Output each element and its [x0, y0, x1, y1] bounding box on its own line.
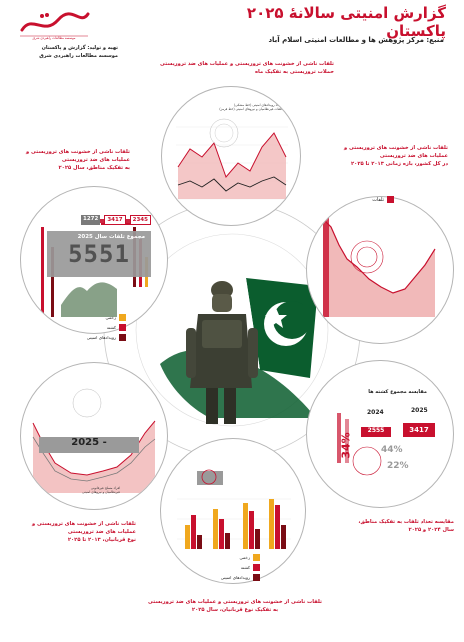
- bottom-caption-line-1: تلفات ناشی از خشونت های تروریستی و عملیات های ضد تروریستی: [148, 599, 322, 605]
- bottom-caption-line-2: به تفکیک نوع قربانیان، سال ۲۰۲۵: [191, 607, 279, 613]
- right-bottom-caption-line-2: سال ۲۰۲۴ و ۲۰۲۵: [408, 527, 454, 533]
- right-top-chart-circle: [306, 196, 454, 344]
- stat-box-1: 1272: [81, 215, 100, 225]
- pct-1: 34%: [339, 432, 353, 459]
- value-a-box: 2555: [361, 427, 391, 437]
- bottom-swatch-killed: [253, 564, 260, 571]
- pct-2: 44%: [381, 445, 403, 455]
- left-bottom-caption-line-1: تلفات ناشی از خشونت های تروریستی و: [31, 521, 136, 527]
- right-top-caption-line-2: عملیات های ضد تروریستی: [379, 153, 448, 159]
- left-top-caption-line-1: تلفات ناشی از خشونت های تروریستی و: [25, 149, 130, 155]
- total-label: مجموع تلفات سال 2025: [77, 234, 145, 240]
- top-legend-1: تعداد رویدادهای امنیتی (خط مشکی): [233, 103, 282, 107]
- right-bottom-chart-circle: [306, 360, 454, 508]
- stat-box-3: 2345: [130, 215, 151, 225]
- bottom-legend-killed: کشته: [200, 564, 260, 571]
- left-top-caption-line-2: عملیات های ضد تروریستی: [61, 157, 130, 163]
- right-top-caption: [330, 144, 448, 168]
- total-value: 5551: [68, 240, 130, 268]
- comparison-decor: [307, 361, 454, 508]
- stat-box-2: 3417: [104, 215, 125, 225]
- left-top-chart-circle: [20, 186, 168, 334]
- left-bottom-caption-line-2: عملیات های ضد تروریستی: [67, 529, 136, 535]
- top-caption-line-2: حملات تروریستی به تفکیک ماه: [254, 69, 334, 75]
- left-bottom-legend: [50, 486, 120, 494]
- left-top-caption-line-3: به تفکیک مناطق، سال ۲۰۲۵: [58, 165, 130, 171]
- right-bottom-caption: [326, 518, 454, 534]
- bottom-legend: [200, 554, 260, 584]
- left-top-stats: [81, 215, 151, 225]
- national-casualties-trend-chart: [307, 197, 454, 344]
- source-line: منبع: مرکز پژوهش ها و مطالعات امنیتی اسلام آباد: [268, 36, 444, 44]
- right-bottom-caption-line-1: مقایسه تعداد تلفات به تفکیک مناطق،: [358, 519, 454, 525]
- year-bar: [39, 437, 139, 453]
- brand-subtitle: موسسه مطالعات راهبردی شرق: [32, 36, 76, 40]
- casualties-area: [178, 133, 286, 199]
- top-panel-caption: [138, 60, 334, 76]
- top-chart-circle: [161, 86, 301, 226]
- value-b-box: 3417: [403, 423, 435, 437]
- left-bottom-legend-2: غیرنظامیان و نیروهای امنیتی: [82, 490, 120, 494]
- flag-soldier-illustration: [150, 268, 320, 428]
- pct-3: 22%: [387, 461, 409, 471]
- bottom-legend-events: رویدادهای امنیتی: [200, 574, 260, 581]
- bottom-swatch-injured: [253, 554, 260, 561]
- swatch-casualties: [387, 196, 394, 203]
- page-title: گزارش امنیتی سالانهٔ ۲۰۲۵ پاکستان: [246, 4, 446, 40]
- top-legend-2: تلفات غیرنظامیان و نیروهای امنیتی (خط قرمز): [219, 107, 282, 111]
- legend-injured: زخمی: [66, 314, 126, 321]
- swatch-events: [119, 334, 126, 341]
- bottom-legend-injured: زخمی: [200, 554, 260, 561]
- right-top-caption-line-1: تلفات ناشی از خشونت های تروریستی و: [343, 145, 448, 151]
- left-bottom-caption: [20, 520, 136, 544]
- year-b-label: 2025: [411, 407, 428, 414]
- left-top-caption: [18, 148, 130, 172]
- year-a-label: 2024: [367, 409, 384, 416]
- region-map-shape: [61, 282, 117, 317]
- legend-events: رویدادهای امنیتی: [66, 334, 126, 341]
- left-bottom-legend-1: افراد مسلح غیرقانونی: [90, 486, 120, 490]
- comparison-heading: مقایسه مجموع کشته ها: [368, 389, 427, 395]
- producer-line-1: تهیه و تولید: گزارش و پاکستان: [41, 45, 118, 51]
- year-bar-label: 2025 -: [71, 437, 107, 448]
- bottom-swatch-events: [253, 574, 260, 581]
- right-top-legend: تلفات: [354, 196, 394, 203]
- producer-line-2: موسسه مطالعات راهبردی شرق: [39, 53, 118, 59]
- bottom-caption: [138, 598, 332, 614]
- center-hero: [150, 268, 320, 428]
- left-bottom-caption-line-3: نوع قربانیان، ۲۰۱۳ تا ۲۰۲۵: [67, 537, 136, 543]
- right-top-caption-line-3: در کل کشور، بازه زمانی ۲۰۱۳ تا ۲۰۲۵: [351, 161, 448, 167]
- swatch-injured: [119, 314, 126, 321]
- total-casualties-box: [47, 231, 151, 277]
- top-caption-line-1: تلفات ناشی از خشونت های تروریستی و عملیات های ضد تروریستی: [160, 61, 334, 67]
- swatch-killed: [119, 324, 126, 331]
- top-legend: [202, 103, 282, 111]
- legend-killed: کشته: [66, 324, 126, 331]
- left-top-legend: [66, 314, 126, 344]
